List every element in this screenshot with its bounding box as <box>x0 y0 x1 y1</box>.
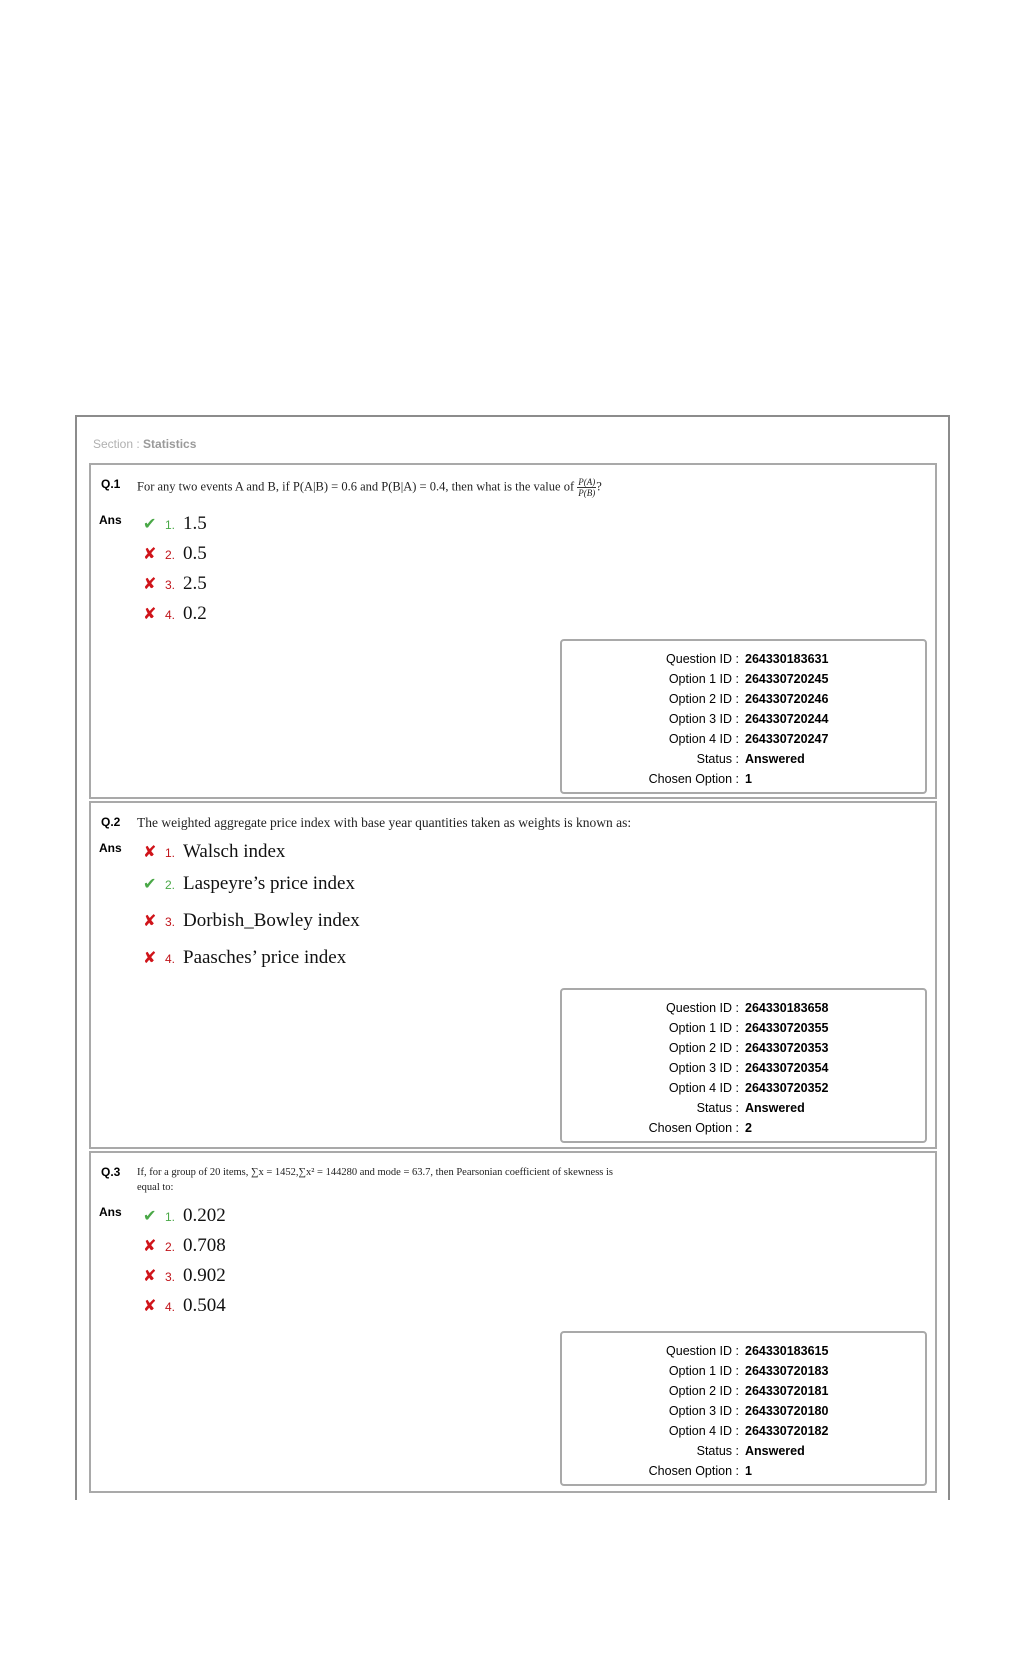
question-text-line-2: equal to: <box>137 1182 174 1193</box>
info-status: Status : Answered <box>696 1101 805 1115</box>
section-name: Statistics <box>143 437 197 451</box>
check-icon: ✔ <box>143 1208 157 1225</box>
info-option-3-id: Option 3 ID : 264330720180 <box>668 1404 829 1418</box>
question-text-end: ? <box>596 479 602 494</box>
info-chosen-option: Chosen Option : 1 <box>648 772 752 786</box>
section-prefix: Section : <box>93 437 144 451</box>
option-3 <box>143 910 360 932</box>
question-text <box>137 1165 613 1195</box>
info-option-4-id: Option 4 ID : 264330720182 <box>668 1424 829 1438</box>
info-chosen-option: Chosen Option : 2 <box>648 1121 752 1135</box>
option-text: Walsch index <box>183 841 286 862</box>
question-number: Q.3 <box>101 1165 121 1179</box>
option-number: 2. <box>165 1240 176 1254</box>
info-option-4-id: Option 4 ID : 264330720247 <box>668 732 829 746</box>
option-4 <box>143 947 346 969</box>
cross-icon: ✘ <box>143 950 157 967</box>
option-1 <box>143 1205 226 1227</box>
question-text: The weighted aggregate price index with base year quantities taken as weights is known as: <box>137 815 632 830</box>
fraction-numerator: P(A) <box>578 477 596 487</box>
cross-icon: ✘ <box>143 576 157 593</box>
info-chosen-option: Chosen Option : 1 <box>648 1464 752 1478</box>
info-question-id: Question ID : 264330183631 <box>666 652 829 666</box>
option-1 <box>143 513 207 535</box>
ans-label: Ans <box>99 513 122 527</box>
option-text: Dorbish_Bowley index <box>183 910 360 931</box>
option-number: 4. <box>165 952 176 966</box>
option-2 <box>143 543 207 565</box>
info-option-3-id: Option 3 ID : 264330720244 <box>668 712 829 726</box>
cross-icon: ✘ <box>143 844 157 861</box>
option-text: Paasches’ price index <box>183 947 347 968</box>
option-text: 0.708 <box>183 1235 226 1256</box>
option-number: 1. <box>165 846 176 860</box>
option-4 <box>143 1295 226 1317</box>
cross-icon: ✘ <box>143 1238 157 1255</box>
info-option-1-id: Option 1 ID : 264330720245 <box>668 672 829 686</box>
info-question-id: Question ID : 264330183658 <box>666 1001 829 1015</box>
option-number: 1. <box>165 518 176 532</box>
section-label <box>93 437 196 451</box>
question-text-line-1: If, for a group of 20 items, ∑x = 1452,∑x² = 144280 and mode = 63.7, then Pearsonian coefficient of skewness is <box>137 1167 614 1178</box>
question-info-box <box>560 1331 927 1486</box>
info-status: Status : Answered <box>696 1444 805 1458</box>
option-4 <box>143 603 207 625</box>
option-text: Laspeyre’s price index <box>183 873 355 894</box>
info-question-id: Question ID : 264330183615 <box>666 1344 829 1358</box>
option-number: 3. <box>165 915 176 929</box>
option-number: 3. <box>165 578 176 592</box>
cross-icon: ✘ <box>143 1298 157 1315</box>
question-info-box <box>560 639 927 794</box>
section-container <box>75 415 950 1500</box>
option-3 <box>143 1265 226 1287</box>
option-text: 0.2 <box>183 603 207 624</box>
cross-icon: ✘ <box>143 913 157 930</box>
check-icon: ✔ <box>143 876 157 893</box>
question-card-2 <box>89 801 937 1149</box>
option-text: 0.5 <box>183 543 207 564</box>
question-text <box>137 477 602 498</box>
question-card-1 <box>89 463 937 799</box>
fraction-denominator: P(B) <box>578 488 596 498</box>
option-text: 2.5 <box>183 573 207 594</box>
info-option-2-id: Option 2 ID : 264330720181 <box>668 1384 829 1398</box>
option-number: 4. <box>165 608 176 622</box>
option-number: 2. <box>165 548 176 562</box>
info-option-4-id: Option 4 ID : 264330720352 <box>668 1081 829 1095</box>
cross-icon: ✘ <box>143 1268 157 1285</box>
option-text: 1.5 <box>183 513 207 534</box>
option-number: 4. <box>165 1300 176 1314</box>
check-icon: ✔ <box>143 516 157 533</box>
info-status: Status : Answered <box>696 752 805 766</box>
cross-icon: ✘ <box>143 606 157 623</box>
option-text: 0.202 <box>183 1205 226 1226</box>
option-number: 2. <box>165 878 176 892</box>
info-option-3-id: Option 3 ID : 264330720354 <box>668 1061 829 1075</box>
info-option-1-id: Option 1 ID : 264330720183 <box>668 1364 829 1378</box>
option-3 <box>143 573 207 595</box>
option-text: 0.504 <box>183 1295 226 1316</box>
option-2 <box>143 873 355 895</box>
question-text-main: For any two events A and B, if P(A|B) = 0.6 and P(B|A) = 0.4, then what is the value of <box>137 479 578 494</box>
fraction <box>577 477 596 498</box>
option-1 <box>143 841 285 863</box>
question-number: Q.2 <box>101 815 121 829</box>
option-number: 1. <box>165 1210 176 1224</box>
ans-label: Ans <box>99 1205 122 1219</box>
option-text: 0.902 <box>183 1265 226 1286</box>
cross-icon: ✘ <box>143 546 157 563</box>
info-option-2-id: Option 2 ID : 264330720353 <box>668 1041 829 1055</box>
question-info-box <box>560 988 927 1143</box>
question-card-3 <box>89 1151 937 1493</box>
option-2 <box>143 1235 226 1257</box>
info-option-1-id: Option 1 ID : 264330720355 <box>668 1021 829 1035</box>
question-number: Q.1 <box>101 477 121 491</box>
ans-label: Ans <box>99 841 122 855</box>
option-number: 3. <box>165 1270 176 1284</box>
info-option-2-id: Option 2 ID : 264330720246 <box>668 692 829 706</box>
